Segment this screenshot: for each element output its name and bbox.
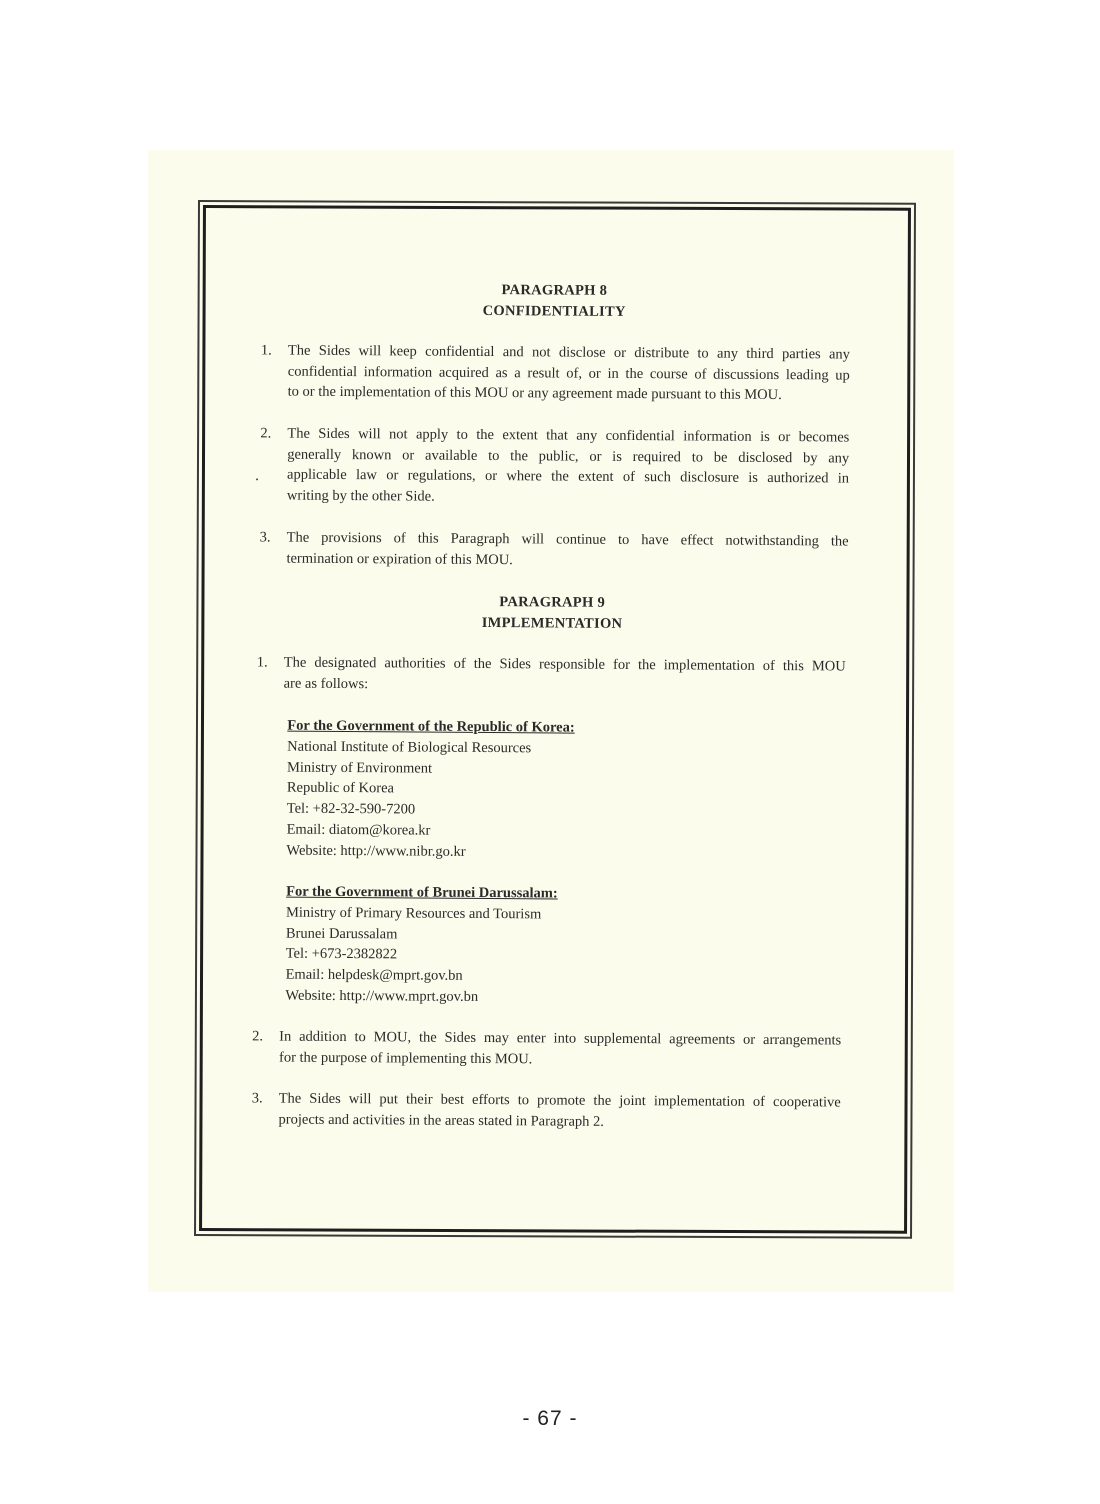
brunei-contact-block	[285, 882, 557, 1009]
paragraph-8-number: PARAGRAPH 8	[501, 282, 608, 299]
p8-item-3-text	[286, 528, 848, 573]
text-line: applicable law or regulations, or where the extent of such disclosure is authorized in	[287, 466, 850, 487]
brunei-website: Website: http://www.mprt.gov.bn	[285, 987, 479, 1005]
paragraph-8-title: CONFIDENTIALITY	[482, 302, 626, 320]
p9-item-2-text	[279, 1027, 841, 1072]
korea-tel: Tel: +82-32-590-7200	[286, 800, 416, 818]
document-content	[193, 200, 918, 1241]
korea-website: Website: http://www.nibr.go.kr	[286, 842, 466, 860]
korea-contact-line: National Institute of Biological Resources	[287, 738, 532, 757]
brunei-tel: Tel: +673-2382822	[285, 946, 398, 963]
p9-item-3-number: 3.	[251, 1090, 263, 1107]
p9-item-3-text	[279, 1089, 841, 1134]
p9-item-2-number: 2.	[252, 1028, 264, 1045]
p8-item-1-number: 1.	[260, 342, 272, 359]
text-line: to or the implementation of this MOU or any agreement made pursuant to this MOU.	[287, 383, 782, 404]
text-line: termination or expiration of this MOU.	[286, 550, 513, 568]
text-line: The Sides will keep confidential and not disclose or distribute to any third parties any	[287, 342, 850, 363]
page-number: - 67 -	[522, 1407, 578, 1430]
text-line: In addition to MOU, the Sides may enter into supplemental agreements or arrangements	[279, 1028, 842, 1049]
brunei-contact-line: Brunei Darussalam	[285, 925, 398, 942]
brunei-contact-heading: For the Government of Brunei Darussalam:	[286, 883, 558, 902]
text-line: for the purpose of implementing this MOU.	[278, 1049, 533, 1067]
text-line: projects and activities in the areas stated in Paragraph 2.	[278, 1111, 604, 1130]
p8-item-3-number: 3.	[259, 529, 271, 546]
scan-speck	[256, 478, 258, 480]
korea-contact-heading: For the Government of the Republic of Korea:	[287, 717, 575, 736]
paragraph-9-title: IMPLEMENTATION	[481, 614, 623, 632]
brunei-contact-line: Ministry of Primary Resources and Tourism	[285, 904, 542, 923]
paragraph-9-number: PARAGRAPH 9	[499, 594, 606, 611]
text-line: The Sides will not apply to the extent that any confidential information is or becomes	[287, 425, 850, 446]
text-line: confidential information acquired as a result of, or in the course of discussions leading up	[287, 363, 850, 384]
korea-email: Email: diatom@korea.kr	[286, 821, 431, 839]
korea-contact-line: Ministry of Environment	[286, 759, 433, 777]
p9-item-1-number: 1.	[256, 654, 268, 671]
p9-item-1-text	[284, 653, 846, 698]
p8-item-2-number: 2.	[260, 425, 272, 442]
p8-item-1-text	[288, 341, 850, 406]
korea-contact-block	[286, 716, 574, 864]
p8-item-2-text	[287, 424, 850, 510]
text-line: The provisions of this Paragraph will continue to have effect notwithstanding the	[286, 529, 849, 550]
korea-contact-line: Republic of Korea	[286, 780, 395, 797]
brunei-email: Email: helpdesk@mprt.gov.bn	[285, 966, 463, 985]
text-line: The Sides will put their best efforts to promote the joint implementation of cooperative	[278, 1090, 841, 1111]
text-line: writing by the other Side.	[286, 487, 435, 505]
text-line: are as follows:	[283, 675, 369, 692]
text-line: The designated authorities of the Sides responsible for the implementation of this MOU	[283, 654, 846, 675]
text-line: generally known or available to the public, or is required to be disclosed by any	[287, 446, 850, 467]
